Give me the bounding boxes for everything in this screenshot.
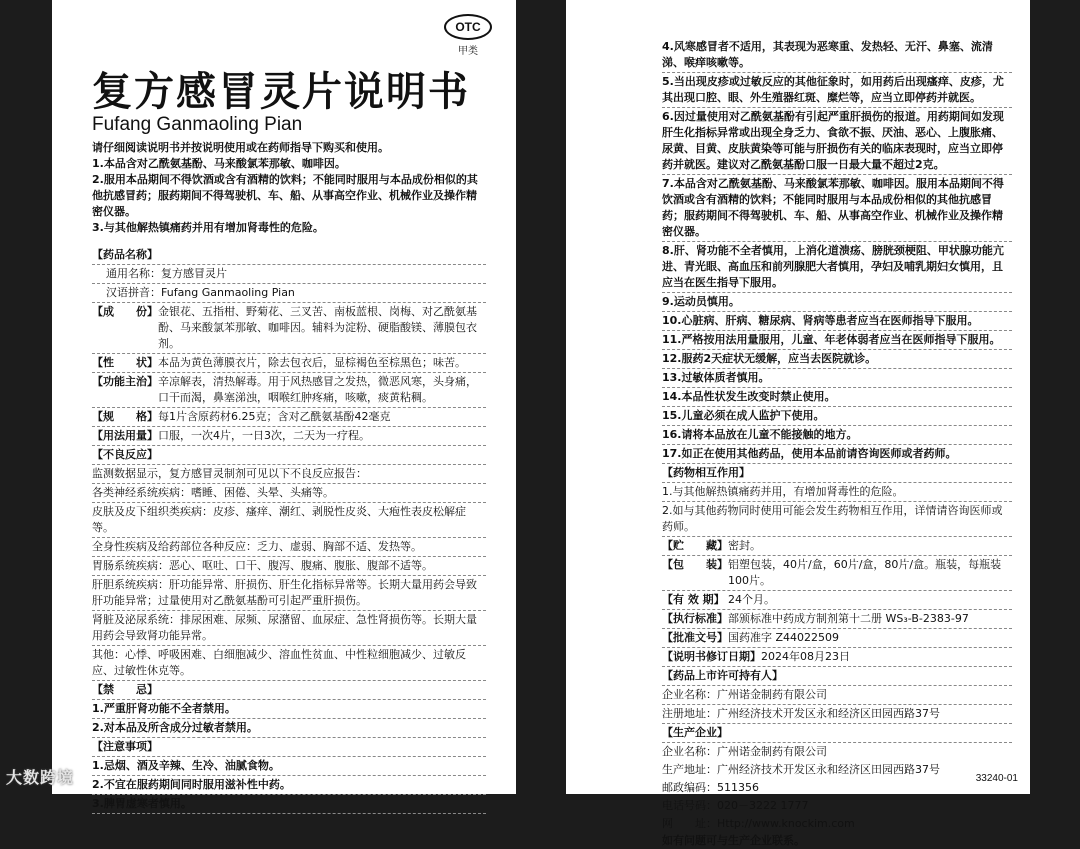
standard-label: 【执行标准】 <box>662 612 728 625</box>
properties-value: 本品为黄色薄膜衣片，除去包衣后，显棕褐色至棕黑色；味苦。 <box>158 356 466 369</box>
postcode-label: 邮政编码： <box>662 781 717 794</box>
standard-value: 部颁标准中药成方制剂第十二册 WS₃-B-2383-97 <box>728 612 969 625</box>
notes-line: 7.本品含对乙酰氨基酚、马来酸氯苯那敏、咖啡因。服用本品期间不得饮酒或含有酒精的饮料；不能同时服用与本品成份相似的其他抗感冒药；服药期间不得驾驶机、车、船、从事高空作业、机械作业及操作精密仪器。 <box>662 175 1012 242</box>
holder-address-value: 广州经济技术开发区永和经济区田园西路37号 <box>717 707 940 720</box>
contraindication-heading: 【禁 忌】 <box>92 681 486 700</box>
notes-line: 4.风寒感冒者不适用，其表现为恶寒重、发热轻、无汗、鼻塞、流清涕、喉痒咳嗽等。 <box>662 38 1012 73</box>
storage-label: 【贮 藏】 <box>662 539 728 552</box>
drug-name-heading: 【药品名称】 <box>92 246 486 265</box>
adverse-line: 各类神经系统疾病：嗜睡、困倦、头晕、头痛等。 <box>92 484 486 503</box>
adverse-line: 皮肤及皮下组织类疾病：皮疹、瘙痒、潮红、剥脱性皮炎、大疱性表皮松解症等。 <box>92 503 486 538</box>
otc-mark <box>444 14 492 57</box>
phone-value: 020－3222 1777 <box>717 799 809 812</box>
maker-address-label: 生产地址： <box>662 763 717 776</box>
adverse-heading: 【不良反应】 <box>92 446 486 465</box>
interaction-line: 2.如与其他药物同时使用可能会发生药物相互作用，详情请咨询医师或药师。 <box>662 502 1012 537</box>
closing-note: 如有问题可与生产企业联系。 <box>662 834 805 847</box>
generic-name-label: 通用名称： <box>106 267 161 280</box>
holder-name-label: 企业名称： <box>662 688 717 701</box>
approval-row <box>662 629 1012 648</box>
maker-name-label: 企业名称： <box>662 745 717 758</box>
revision-label: 【说明书修订日期】 <box>662 650 761 663</box>
notes-line: 3.脾胃虚寒者慎用。 <box>92 795 486 814</box>
adverse-line: 肾脏及泌尿系统：排尿困难、尿频、尿潴留、血尿症、急性肾损伤等。长期大量用药会导致肾功能异常。 <box>92 611 486 646</box>
ingredients-value: 金银花、五指柑、野菊花、三叉苦、南板蓝根、岗梅、对乙酰氨基酚、马来酸氯苯那敏、咖啡因。辅料为淀粉、硬脂酸镁、薄膜包衣剂。 <box>158 305 477 350</box>
holder-name-value: 广州诺金制药有限公司 <box>717 688 827 701</box>
pinyin-label: 汉语拼音： <box>106 286 161 299</box>
otc-class: 甲类 <box>458 46 478 57</box>
holder-address-label: 注册地址： <box>662 707 717 720</box>
indication-value: 辛凉解表，清热解毒。用于风热感冒之发热，微恶风寒，头身痛，口干而渴，鼻塞涕浊，咽喉红肿疼痛，咳嗽，痰黄粘稠。 <box>158 375 477 404</box>
page-subtitle: Fufang Ganmaoling Pian <box>92 114 303 135</box>
generic-name-row <box>92 265 486 284</box>
maker-heading: 【生产企业】 <box>662 724 1012 743</box>
notes-line: 10.心脏病、肝病、糖尿病、肾病等患者应当在医师指导下服用。 <box>662 312 1012 331</box>
dosage-value: 口服，一次4片，一日3次，二天为一疗程。 <box>158 429 370 442</box>
maker-address-row <box>662 761 1012 779</box>
spec-row <box>92 408 486 427</box>
properties-label: 【性 状】 <box>92 356 158 369</box>
approval-value: 国药准字 Z44022509 <box>728 631 840 644</box>
website-label: 网 址： <box>662 817 717 830</box>
notes-line: 15.儿童必须在成人监护下使用。 <box>662 407 1012 426</box>
adverse-line: 胃肠系统疾病：恶心、呕吐、口干、腹泻、腹痛、腹胀、腹部不适等。 <box>92 557 486 576</box>
website-row <box>662 815 1012 833</box>
holder-address-row <box>662 705 1012 724</box>
notes-line: 5.当出现皮疹或过敏反应的其他征象时，如用药后出现瘙痒、皮疹，尤其出现口腔、眼、外生殖器红斑、糜烂等，应当立即停药并就医。 <box>662 73 1012 108</box>
notes-line: 8.肝、肾功能不全者慎用，上消化道溃疡、膀胱颈梗阻、甲状腺功能亢进、青光眼、高血压和前列腺肥大者慎用，孕妇及哺乳期妇女慎用，且应当在医生指导下服用。 <box>662 242 1012 293</box>
holder-heading: 【药品上市许可持有人】 <box>662 667 1012 686</box>
pinyin-row <box>92 284 486 303</box>
postcode-row <box>662 779 1012 797</box>
otc-badge: OTC <box>444 14 492 40</box>
ingredients-label: 【成 份】 <box>92 305 158 318</box>
notes-heading: 【注意事项】 <box>92 738 486 757</box>
validity-row <box>662 591 1012 610</box>
maker-name-value: 广州诺金制药有限公司 <box>717 745 827 758</box>
notes-line: 6.因过量使用对乙酰氨基酚有引起严重肝损伤的报道。用药期间如发现肝生化指标异常或出现全身乏力、食欲不振、厌油、恶心、上腹胀痛、尿黄、目黄、皮肤黄染等可能与肝损伤有关的临床表现时，应当立即停药并就医。建议对乙酰氨基酚口服一日最大量不超过2克。 <box>662 108 1012 175</box>
validity-label: 【有 效 期】 <box>662 593 725 606</box>
storage-row <box>662 537 1012 556</box>
contraindication-line: 1.严重肝肾功能不全者禁用。 <box>92 700 486 719</box>
intro-line: 1.本品含对乙酰氨基酚、马来酸氯苯那敏、咖啡因。 <box>92 157 346 170</box>
package-label: 【包 装】 <box>662 558 728 571</box>
adverse-line: 其他：心悸、呼吸困难、白细胞减少、溶血性贫血、中性粒细胞减少、过敏反应、过敏性休克等。 <box>92 646 486 681</box>
dosage-row <box>92 427 486 446</box>
notes-line: 13.过敏体质者慎用。 <box>662 369 1012 388</box>
website-value: Http://www.knockim.com <box>717 817 855 830</box>
storage-value: 密封。 <box>728 539 761 552</box>
holder-name-row <box>662 686 1012 705</box>
standard-row <box>662 610 1012 629</box>
phone-row <box>662 797 1012 815</box>
revision-row <box>662 648 1012 667</box>
page-title: 复方感冒灵片说明书 <box>92 69 470 115</box>
adverse-line: 监测数据显示，复方感冒灵制剂可见以下不良反应报告： <box>92 465 486 484</box>
intro-line: 请仔细阅读说明书并按说明使用或在药师指导下购买和使用。 <box>92 141 389 154</box>
watermark: 大数跨境 <box>6 768 75 787</box>
interaction-line: 1.与其他解热镇痛药并用，有增加肾毒性的危险。 <box>662 483 1012 502</box>
leaflet-page-right <box>566 0 1030 847</box>
adverse-line: 全身性疾病及给药部位各种反应：乏力、虚弱、胸部不适、发热等。 <box>92 538 486 557</box>
generic-name-value: 复方感冒灵片 <box>161 267 227 280</box>
ingredients-row <box>92 303 486 354</box>
package-row <box>662 556 1012 591</box>
notes-line: 11.严格按用法用量服用，儿童、年老体弱者应当在医师指导下服用。 <box>662 331 1012 350</box>
maker-name-row <box>662 743 1012 761</box>
notes-line: 2.不宜在服药期间同时服用滋补性中药。 <box>92 776 486 795</box>
notes-line: 12.服药2天症状无缓解，应当去医院就诊。 <box>662 350 1012 369</box>
pinyin-value: Fufang Ganmaoling Pian <box>161 286 295 299</box>
indication-row <box>92 373 486 408</box>
notes-line: 14.本品性状发生改变时禁止使用。 <box>662 388 1012 407</box>
properties-row <box>92 354 486 373</box>
notes-line: 1.忌烟、酒及辛辣、生冷、油腻食物。 <box>92 757 486 776</box>
spec-value: 每1片含原药材6.25克；含对乙酰氨基酚42毫克 <box>158 410 391 423</box>
intro-line: 2.服用本品期间不得饮酒或含有酒精的饮料；不能同时服用与本品成份相似的其他抗感冒药；服药期间不得驾驶机、车、船、从事高空作业、机械作业及操作精密仪器。 <box>92 173 478 218</box>
contraindication-line: 2.对本品及所含成分过敏者禁用。 <box>92 719 486 738</box>
postcode-value: 511356 <box>717 781 759 794</box>
notes-line: 16.请将本品放在儿童不能接触的地方。 <box>662 426 1012 445</box>
revision-value: 2024年08月23日 <box>761 650 850 663</box>
maker-address-value: 广州经济技术开发区永和经济区田园西路37号 <box>717 763 940 776</box>
document-code: 33240-01 <box>975 773 1018 784</box>
notes-line: 17.如正在使用其他药品，使用本品前请咨询医师或者药师。 <box>662 445 1012 464</box>
package-value: 铝塑包装，40片/盒，60片/盒，80片/盒。瓶装，每瓶装100片。 <box>728 558 1002 587</box>
dosage-label: 【用法用量】 <box>92 429 158 442</box>
intro-line: 3.与其他解热镇痛药并用有增加肾毒性的危险。 <box>92 221 324 234</box>
phone-label: 电话号码： <box>662 799 717 812</box>
leaflet-page-left <box>52 0 516 810</box>
indication-label: 【功能主治】 <box>92 375 158 388</box>
adverse-line: 肝胆系统疾病：肝功能异常、肝损伤、肝生化指标异常等。长期大量用药会导致肝功能异常；过量使用对乙酰氨基酚可引起严重肝损伤。 <box>92 576 486 611</box>
validity-value: 24个月。 <box>728 593 775 606</box>
approval-label: 【批准文号】 <box>662 631 728 644</box>
interaction-heading: 【药物相互作用】 <box>662 464 1012 483</box>
spec-label: 【规 格】 <box>92 410 158 423</box>
notes-line: 9.运动员慎用。 <box>662 293 1012 312</box>
